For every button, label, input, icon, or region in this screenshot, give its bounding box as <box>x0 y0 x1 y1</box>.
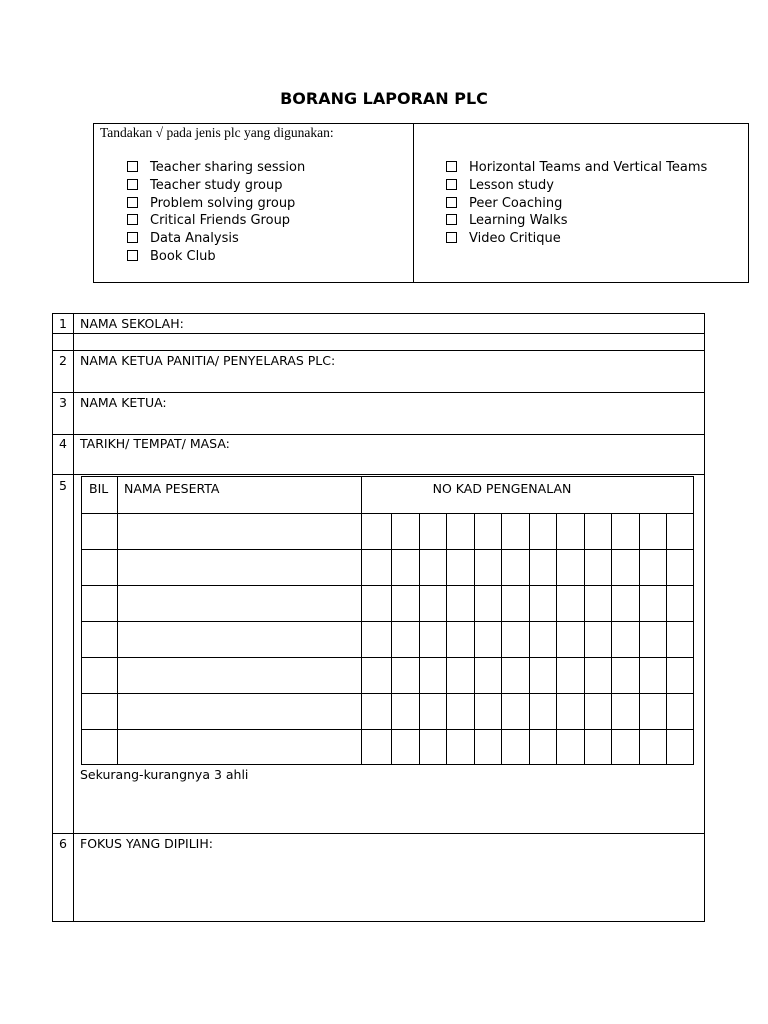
plc-option-label: Lesson study <box>469 177 554 193</box>
plc-option[interactable] <box>446 230 707 248</box>
checkbox-icon[interactable] <box>446 179 457 190</box>
field-label-plc-coordinator: NAMA KETUA PANITIA/ PENYELARAS PLC: <box>80 353 336 368</box>
plc-option[interactable] <box>446 159 707 177</box>
plc-instruction: Tandakan √ pada jenis plc yang digunakan: <box>100 125 334 140</box>
checkbox-icon[interactable] <box>446 197 457 208</box>
row-divider <box>53 434 704 435</box>
row-divider <box>53 333 704 334</box>
checkbox-icon[interactable] <box>127 214 138 225</box>
checkbox-icon[interactable] <box>127 197 138 208</box>
field-label-focus: FOKUS YANG DIPILIH: <box>80 836 213 851</box>
row-number: 6 <box>59 836 67 851</box>
col-header-ic-number: NO KAD PENGENALAN <box>432 481 572 496</box>
plc-option[interactable] <box>446 195 707 213</box>
checkbox-icon[interactable] <box>446 232 457 243</box>
checkbox-icon[interactable] <box>446 161 457 172</box>
ic-digit-divider <box>474 513 475 764</box>
plc-type-box <box>93 123 749 283</box>
ic-digit-divider <box>391 513 392 764</box>
participant-row[interactable] <box>82 729 693 730</box>
row-number: 5 <box>59 478 67 493</box>
plc-option-label: Learning Walks <box>469 213 568 229</box>
row-divider <box>53 392 704 393</box>
plc-option-label: Problem solving group <box>150 195 296 211</box>
plc-option[interactable] <box>446 212 707 230</box>
row-number: 1 <box>59 316 67 331</box>
plc-options-left <box>127 159 305 266</box>
plc-option[interactable] <box>127 248 305 266</box>
ic-digit-divider <box>419 513 420 764</box>
ic-digit-divider <box>556 513 557 764</box>
plc-option[interactable] <box>127 159 305 177</box>
ic-digit-divider <box>639 513 640 764</box>
ic-digit-divider <box>666 513 667 764</box>
ic-digit-divider <box>501 513 502 764</box>
participant-row[interactable] <box>82 585 693 586</box>
field-label-leader-name: NAMA KETUA: <box>80 395 167 410</box>
participant-row[interactable] <box>82 621 693 622</box>
plc-option-label: Teacher sharing session <box>150 160 306 175</box>
field-label-school-name: NAMA SEKOLAH: <box>80 316 184 331</box>
plc-option-label: Teacher study group <box>150 177 283 193</box>
checkbox-icon[interactable] <box>127 250 138 261</box>
participant-row[interactable] <box>82 693 693 694</box>
participants-table <box>81 476 694 765</box>
plc-option-label: Data Analysis <box>150 231 239 247</box>
report-form-table <box>52 313 705 922</box>
ic-digit-divider <box>611 513 612 764</box>
row-divider <box>53 833 704 834</box>
col-header-bil: BIL <box>89 481 109 496</box>
field-label-date-place-time: TARIKH/ TEMPAT/ MASA: <box>80 436 230 451</box>
row-number: 2 <box>59 353 67 368</box>
row-number-column <box>73 314 74 921</box>
plc-options-right <box>446 159 707 248</box>
plc-option[interactable] <box>127 177 305 195</box>
plc-option[interactable] <box>127 212 305 230</box>
checkbox-icon[interactable] <box>127 179 138 190</box>
ic-digit-divider <box>446 513 447 764</box>
participants-note: Sekurang-kurangnya 3 ahli <box>80 767 249 782</box>
plc-option-label: Book Club <box>150 248 216 264</box>
plc-option-label: Video Critique <box>469 231 561 247</box>
participant-row[interactable] <box>82 513 693 514</box>
plc-option-label: Peer Coaching <box>469 195 563 211</box>
plc-option[interactable] <box>127 195 305 213</box>
checkbox-icon[interactable] <box>446 214 457 225</box>
plc-option[interactable] <box>127 230 305 248</box>
row-number: 3 <box>59 395 67 410</box>
page-title: BORANG LAPORAN PLC <box>280 89 488 108</box>
col-header-participant-name: NAMA PESERTA <box>124 481 220 496</box>
plc-option-label: Critical Friends Group <box>150 213 291 229</box>
plc-box-divider <box>413 124 414 282</box>
plc-option[interactable] <box>446 177 707 195</box>
ic-digit-divider <box>584 513 585 764</box>
row-divider <box>53 474 704 475</box>
row-divider <box>53 350 704 351</box>
checkbox-icon[interactable] <box>127 161 138 172</box>
checkbox-icon[interactable] <box>127 232 138 243</box>
ic-digit-divider <box>529 513 530 764</box>
row-number: 4 <box>59 436 67 451</box>
participant-row[interactable] <box>82 549 693 550</box>
plc-option-label: Horizontal Teams and Vertical Teams <box>469 160 708 175</box>
participant-row[interactable] <box>82 657 693 658</box>
